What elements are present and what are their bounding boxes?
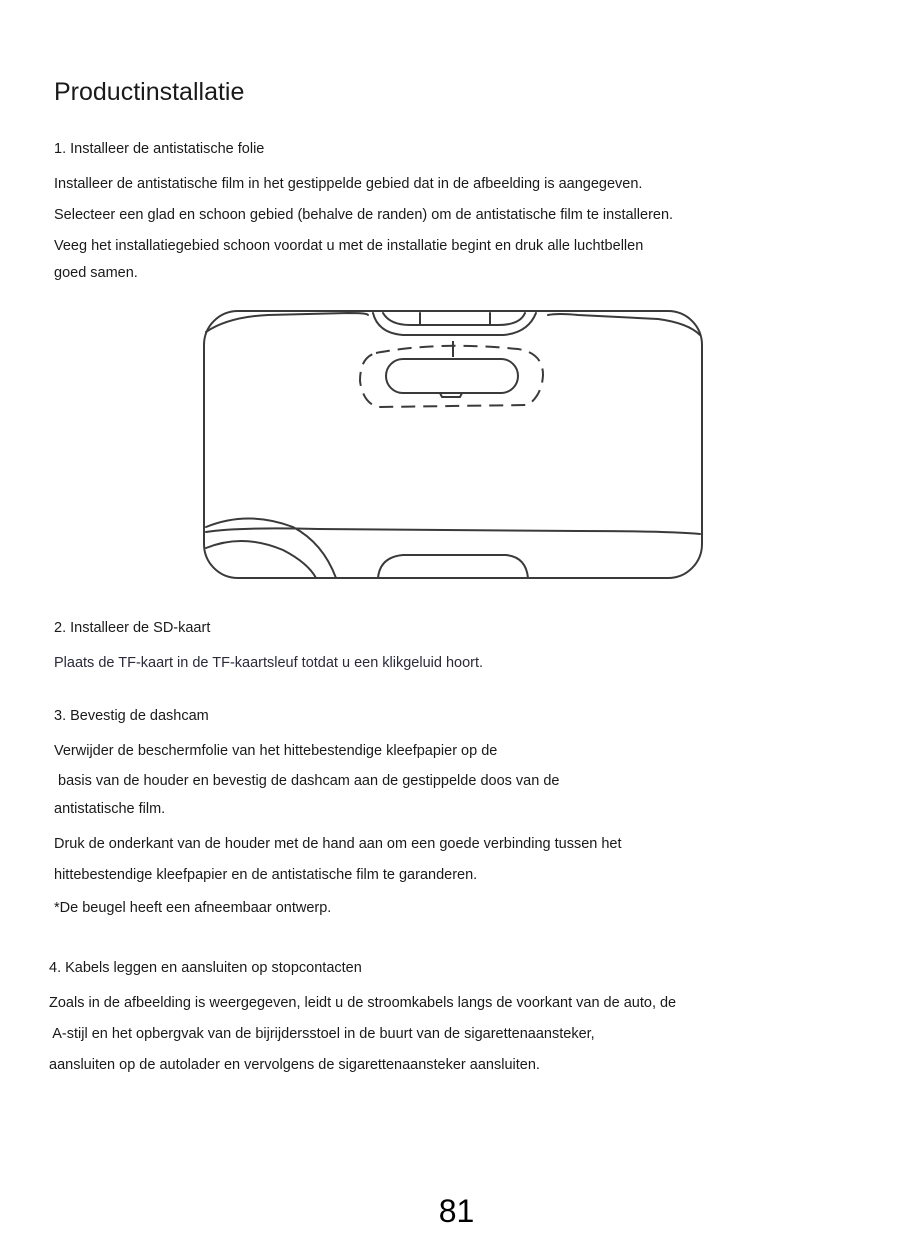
section-2-line-1: Plaats de TF-kaart in de TF-kaartsleuf totdat u een klikgeluid hoort.	[54, 655, 484, 671]
section-3-heading: 3. Bevestig de dashcam	[54, 708, 209, 724]
section-3-line-2: basis van de houder en bevestig de dashcam aan de gestippelde doos van de	[54, 773, 560, 789]
section-4-line-3: aansluiten op de autolader en vervolgens de sigarettenaansteker aansluiten.	[49, 1057, 540, 1073]
page-number: 81	[438, 1193, 475, 1229]
section-4-line-2: A-stijl en het opbergvak van de bijrijdersstoel in de buurt van de sigarettenaansteker,	[49, 1026, 595, 1042]
section-1-line-1: Installeer de antistatische film in het gestippelde gebied dat in de afbeelding is aangegeven.	[54, 176, 643, 192]
section-3-line-5: hittebestendige kleefpapier en de antistatische film te garanderen.	[54, 867, 478, 883]
section-1-line-3: Veeg het installatiegebied schoon voordat u met de installatie begint en druk alle luchtbellen	[54, 238, 644, 254]
section-3-line-1: Verwijder de beschermfolie van het hittebestendige kleefpapier op de	[54, 743, 498, 759]
section-3-line-4: Druk de onderkant van de houder met de hand aan om een goede verbinding tussen het	[54, 836, 622, 852]
section-2-heading: 2. Installeer de SD-kaart	[54, 620, 211, 636]
dashcam-installation-figure	[198, 305, 708, 585]
lens-inner-arc	[206, 541, 316, 578]
section-4-line-1: Zoals in de afbeelding is weergegeven, leidt u de stroomkabels langs de voorkant van de auto, de	[49, 995, 677, 1011]
lens-outer-arc	[206, 519, 336, 579]
section-1-line-2: Selecteer een glad en schoon gebied (behalve de randen) om de antistatische film te installeren.	[54, 207, 674, 223]
bottom-tab	[378, 555, 528, 578]
section-4-heading: 4. Kabels leggen en aansluiten op stopcontacten	[49, 960, 362, 976]
mount-slot	[386, 359, 518, 393]
section-3-line-6: *De beugel heeft een afneembaar ontwerp.	[54, 900, 332, 916]
section-1-line-4: goed samen.	[54, 265, 138, 281]
section-3-line-3: antistatische film.	[54, 801, 166, 817]
section-1-heading: 1. Installeer de antistatische folie	[54, 141, 265, 157]
page-title: Productinstallatie	[54, 78, 245, 106]
